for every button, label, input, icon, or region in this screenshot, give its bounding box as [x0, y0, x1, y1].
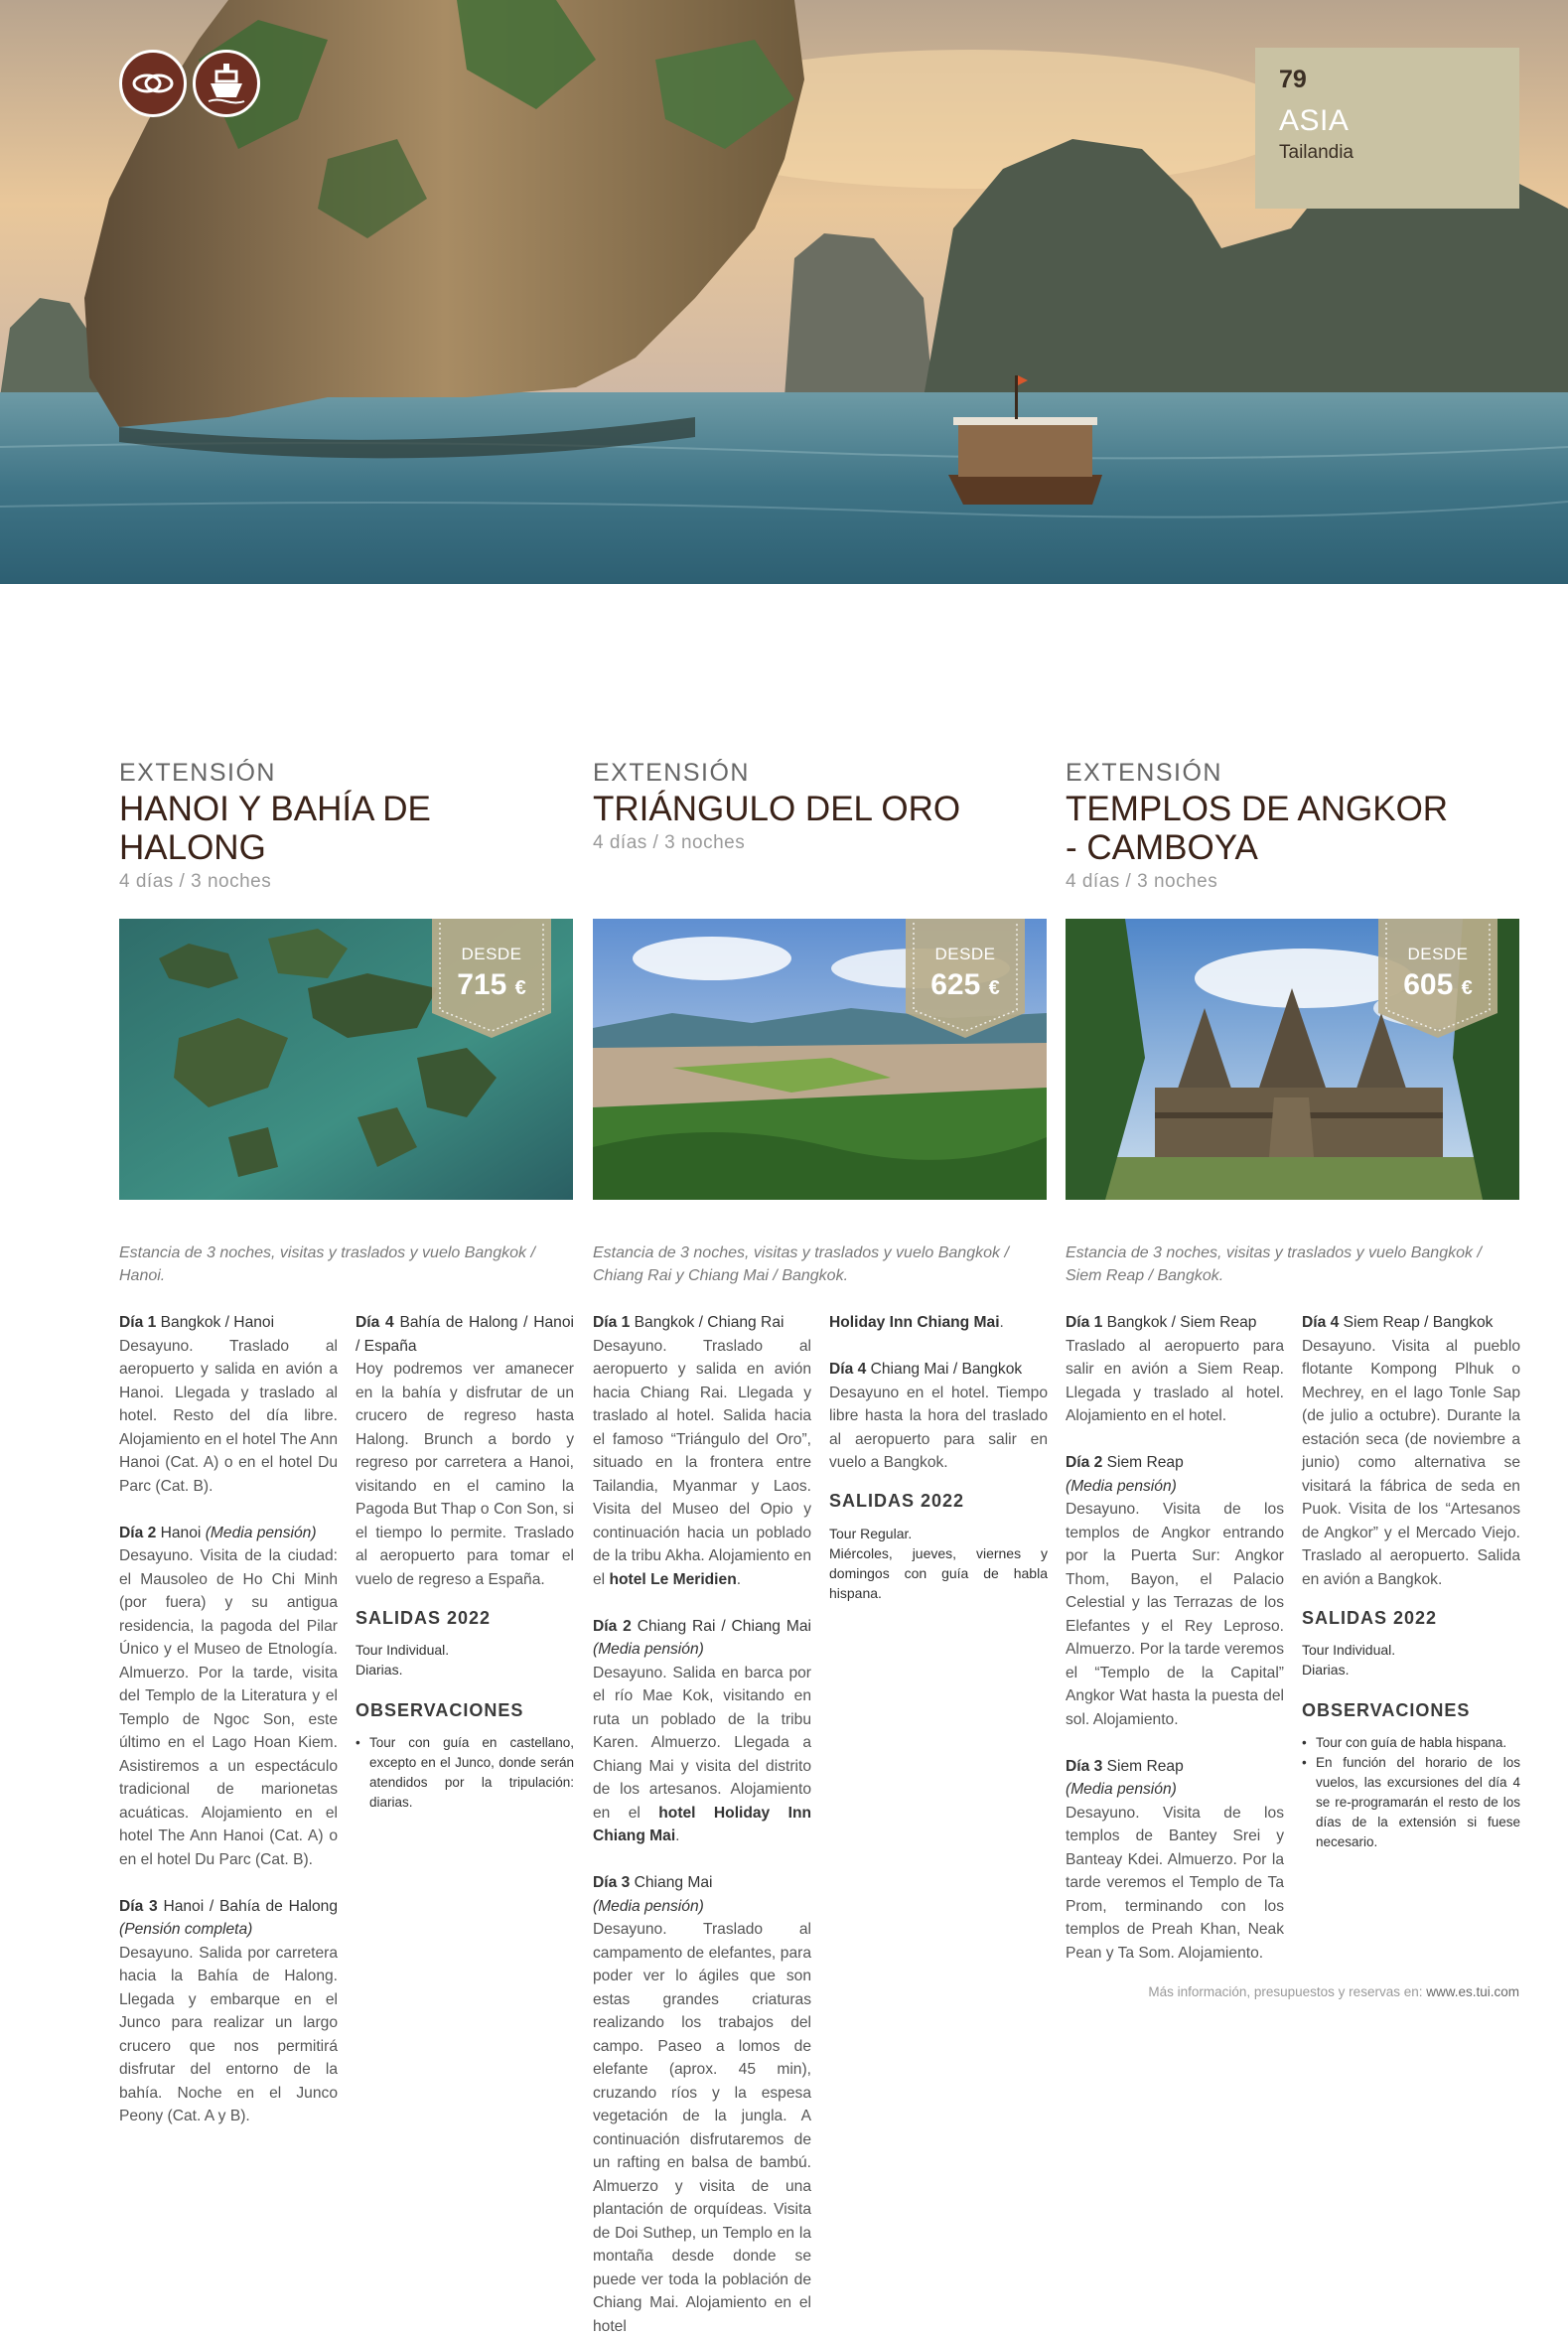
region-label: ASIA — [1279, 104, 1350, 137]
itinerary-day: Día 4 Siem Reap / Bangkok Desayuno. Visita al pueblo flotante Kompong Plhuk o Mechrey, en el lago Tonle Sap (de julio a octubre). Durante la estación seca (de noviembre a junio) como alternativa se visitará la fábrica de seda en Puok. Visita de los “Artesanos de Angkor” y el Mercado Viejo. Traslado al aeropuerto. Salida en avión a Bangkok. — [1302, 1314, 1520, 1588]
extension-duration: 4 días / 3 noches — [1066, 871, 1218, 892]
extension-kicker: EXTENSIÓN — [1066, 759, 1222, 787]
extension-header-triangulo — [593, 759, 1048, 854]
itinerary-day: Día 1 Bangkok / Siem Reap Traslado al aeropuerto para salir en avión a Siem Reap. Llegada y traslado al hotel. Alojamiento en el hotel. — [1066, 1314, 1284, 1424]
observation-item: • Tour con guía en castellano, excepto en el Junco, donde serán atendidos por la tripulación: diarias. — [356, 1733, 574, 1813]
price-tag — [1378, 919, 1497, 1038]
itinerary-day: Día 1 Bangkok / Chiang Rai Desayuno. Traslado al aeropuerto y salida en avión hacia Chiang Rai. Llegada y traslado al hotel. Salida hacia el famoso “Triángulo del Oro”, situado en la frontera entre Tailandia, Myanmar y Laos. Visita del Museo del Opio y continuación hacia un poblado de la tribu Akha. Alojamiento en el hotel Le Meridien. — [593, 1314, 811, 1588]
price-tag — [906, 919, 1025, 1038]
triangulo-itinerary-col-a — [593, 1311, 811, 2338]
observation-item: • Tour con guía de habla hispana. — [1302, 1733, 1520, 1753]
extension-duration: 4 días / 3 noches — [119, 871, 272, 892]
itinerary-day: Día 3 Hanoi / Bahía de Halong (Pensión completa) Desayuno. Salida por carretera hacia la Bahía de Halong. Llegada y embarque en el Junco para realizar un largo crucero que nos permitirá disfrutar del entorno de la bahía. Noche en el Junco Peony (Cat. A y B). — [119, 1897, 338, 2124]
hanoi-itinerary-col-b — [356, 1311, 574, 1813]
category-badges — [119, 50, 260, 117]
extension-kicker: EXTENSIÓN — [119, 759, 276, 787]
footer-note: Más información, presupuestos y reservas en: www.es.tui.com — [1148, 1984, 1519, 1999]
itinerary-day: Día 1 Bangkok / Hanoi Desayuno. Traslado al aeropuerto y salida en avión a Hanoi. Llegada y traslado al hotel. Resto del día libre. Alojamiento en el hotel The Ann Hanoi (Cat. A) o en el hotel Du Parc (Cat. B). — [119, 1314, 338, 1495]
observation-item: • En función del horario de los vuelos, las excursiones del día 4 se re-programarán el resto de los días de la extensión si fuese necesario. — [1302, 1753, 1520, 1852]
salidas-section: SALIDAS 2022 Tour Individual. Diarias. — [1302, 1607, 1438, 1678]
price-value: 625 € — [930, 968, 1000, 1001]
halong-aerial-photo — [119, 919, 573, 1200]
cruise-rings-icon — [119, 50, 187, 117]
page-number: 79 — [1279, 66, 1307, 93]
itinerary-day: Día 2 Chiang Rai / Chiang Mai (Media pensión) Desayuno. Salida en barca por el río Mae Kok, visitando en ruta un poblado de la tribu Karen. Almuerzo. Llegada a Chiang Mai y visita del distrito de los artesanos. Alojamiento en el hotel Holiday Inn Chiang Mai. — [593, 1617, 811, 1844]
angkor-wat-photo — [1066, 919, 1519, 1200]
extension-summary: Estancia de 3 noches, visitas y traslados y vuelo Bangkok / Chiang Rai y Chiang Mai / Bangkok. — [593, 1244, 1009, 1284]
itinerary-day: Día 2 Hanoi (Media pensión) Desayuno. Visita de la ciudad: el Mausoleo de Ho Chi Minh (por fuera) y su antigua residencia, la pagoda del Pilar Único y el Museo de Etnología. Almuerzo. Por la tarde, visita del Templo de la Literatura y el Templo de Ngoc Son, este último en el Lago Hoan Kiem. Asistiremos a un espectáculo tradicional de marionetas acuáticas. Alojamiento en el hotel The Ann Hanoi (Cat. A) o en el hotel Du Parc (Cat. B). — [119, 1524, 338, 1868]
country-label: Tailandia — [1279, 142, 1354, 163]
itinerary-day-continued: Holiday Inn Chiang Mai. — [829, 1314, 1004, 1331]
price-from-label: DESDE — [461, 945, 522, 963]
angkor-itinerary-col-b — [1302, 1311, 1520, 1852]
extension-duration: 4 días / 3 noches — [593, 832, 746, 853]
extension-header-hanoi — [119, 759, 574, 893]
hero-image — [0, 0, 1568, 584]
price-value: 605 € — [1403, 968, 1473, 1001]
salidas-section: SALIDAS 2022 Tour Regular. Miércoles, jueves, viernes y domingos con guía de habla hispana. — [829, 1491, 1048, 1601]
price-value: 715 € — [457, 968, 526, 1001]
hanoi-itinerary-col-a — [119, 1311, 338, 2128]
extension-title: TRIÁNGULO DEL ORO — [593, 790, 961, 828]
price-tag — [432, 919, 551, 1038]
extension-header-angkor — [1066, 759, 1520, 893]
price-from-label: DESDE — [934, 945, 996, 963]
extension-kicker: EXTENSIÓN — [593, 759, 750, 787]
extension-summary: Estancia de 3 noches, visitas y traslados y vuelo Bangkok / Hanoi. — [119, 1244, 535, 1284]
observaciones-section: OBSERVACIONES • Tour con guía de habla hispana. • En función del horario de los vuelos, las excursiones del día 4 se re-programarán el resto de los días de la extensión si fuese necesario. — [1302, 1699, 1520, 1852]
ship-icon — [193, 50, 260, 117]
itinerary-day: Día 4 Chiang Mai / Bangkok Desayuno en el hotel. Tiempo libre hasta la hora del traslado al aeropuerto para salir en vuelo a Bangkok. — [829, 1361, 1048, 1471]
itinerary-day: Día 3 Siem Reap (Media pensión) Desayuno. Visita de los templos de Bantey Srei y Banteay Kdei. Almuerzo. Por la tarde veremos el Templo de Ta Prom, terminando con los templos de Preah Khan, Neak Pean y Ta Som. Alojamiento. — [1066, 1757, 1284, 1962]
triangulo-itinerary-col-b — [829, 1311, 1048, 1603]
itinerary-day: Día 3 Chiang Mai (Media pensión) Desayuno. Traslado al campamento de elefantes, para poder ver lo ágiles que son estas grandes criaturas realizando los trabajos del campo. Paseo a lomos de elefante (aprox. 45 min), cruzando ríos y la espesa vegetación de la jungla. A continuación disfrutaremos de un rafting en balsa de bambú. Almuerzo y visita de una plantación de orquídeas. Visita de Doi Suthep, un Templo en la montaña desde donde se puede ver toda la población de Chiang Mai. Alojamiento en el hotel — [593, 1874, 811, 2335]
extension-title: HANOI Y BAHÍA DE HALONG — [119, 790, 431, 867]
price-from-label: DESDE — [1407, 945, 1469, 963]
extension-summary: Estancia de 3 noches, visitas y traslados y vuelo Bangkok / Siem Reap / Bangkok. — [1066, 1244, 1482, 1284]
footer-link[interactable]: www.es.tui.com — [1426, 1984, 1519, 1999]
angkor-itinerary-col-a — [1066, 1311, 1284, 1965]
itinerary-day: Día 2 Siem Reap (Media pensión) Desayuno. Visita de los templos de Angkor entrando por la Puerta Sur: Angkor Thom, Bayon, el Palacio Celestial y las Terrazas de los Elefantes y el Rey Leproso. Almuerzo. Por la tarde veremos el “Templo de la Capital” Angkor Wat hasta la puesta del sol. Alojamiento. — [1066, 1454, 1284, 1728]
salidas-section: SALIDAS 2022 Tour Individual. Diarias. — [356, 1607, 492, 1678]
observaciones-section: OBSERVACIONES • Tour con guía en castellano, excepto en el Junco, donde serán atendidos por la tripulación: diarias. — [356, 1699, 574, 1813]
page-tab — [1255, 48, 1519, 209]
golden-triangle-photo — [593, 919, 1047, 1200]
itinerary-day: Día 4 Bahía de Halong / Hanoi / España Hoy podremos ver amanecer en la bahía y disfrutar de un crucero de regreso hasta Halong. Brunch a bordo y regreso por carretera a Hanoi, visitando en el camino la Pagoda But Thap o Con Son, si el tiempo lo permite. Traslado al aeropuerto para tomar el vuelo de regreso a España. — [356, 1314, 574, 1588]
extension-title: TEMPLOS DE ANGKOR - CAMBOYA — [1066, 790, 1449, 867]
